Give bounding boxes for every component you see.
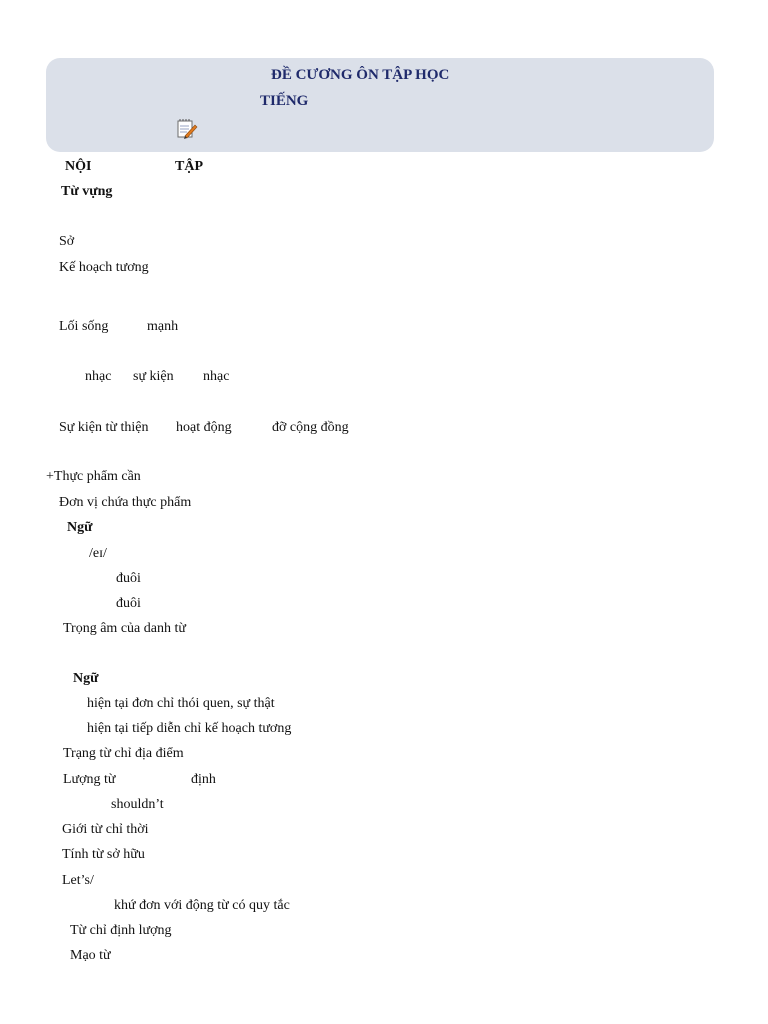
gram-tu-chi-dinh-luong: Từ chỉ định lượng <box>70 923 172 938</box>
notepad-pencil-icon <box>176 118 198 140</box>
vocab-so: Sở <box>59 234 75 249</box>
vocab-su-kien-tu-thien: Sự kiện từ thiện <box>59 420 149 435</box>
gram-gioi-tu: Giới từ chỉ thời <box>62 822 149 837</box>
vocab-ke-hoach: Kế hoạch tương <box>59 260 149 275</box>
vocab-thuc-pham: +Thực phẩm cần <box>46 469 141 484</box>
gram-shouldnt: shouldn’t <box>111 797 164 812</box>
pron-ei: /eɪ/ <box>89 546 107 561</box>
vocab-heading: Từ vựng <box>61 184 113 199</box>
gram-tinh-tu: Tính từ sở hữu <box>62 847 145 862</box>
gram-luong-tu: Lượng từ <box>63 772 116 787</box>
pron-trong-am: Trọng âm của danh từ <box>63 621 186 636</box>
gram-lets: Let’s/ <box>62 873 94 888</box>
vocab-su-kien: sự kiện <box>133 369 174 384</box>
section-heading-tap: TẬP <box>175 159 203 174</box>
document-title: ĐỀ CƯƠNG ÔN TẬP HỌC <box>271 67 450 83</box>
pronunciation-heading: Ngữ <box>67 520 93 535</box>
grammar-heading: Ngữ <box>73 671 99 686</box>
gram-dinh: định <box>191 772 216 787</box>
document-subtitle: TIẾNG <box>260 93 309 109</box>
gram-hien-tai-tiep-dien: hiện tại tiếp diễn chỉ kế hoạch tương <box>87 721 292 736</box>
gram-mao-tu: Mạo từ <box>70 948 111 963</box>
vocab-hoat-dong: hoạt động <box>176 420 232 435</box>
gram-qua-khu: khứ đơn với động từ có quy tắc <box>114 898 290 913</box>
vocab-manh: mạnh <box>147 319 179 334</box>
vocab-loi-song: Lối sống <box>59 319 109 334</box>
vocab-don-vi: Đơn vị chứa thực phẩm <box>59 495 192 510</box>
vocab-nhac-2: nhạc <box>203 369 230 384</box>
section-heading-noi: NỘI <box>65 159 92 174</box>
vocab-nhac-1: nhạc <box>85 369 112 384</box>
pron-duoi-2: đuôi <box>116 596 141 611</box>
gram-hien-tai-don: hiện tại đơn chỉ thói quen, sự thật <box>87 696 275 711</box>
pron-duoi-1: đuôi <box>116 571 141 586</box>
gram-trang-tu: Trạng từ chỉ địa điểm <box>63 746 184 761</box>
vocab-do-cong-dong: đỡ cộng đồng <box>272 420 349 435</box>
